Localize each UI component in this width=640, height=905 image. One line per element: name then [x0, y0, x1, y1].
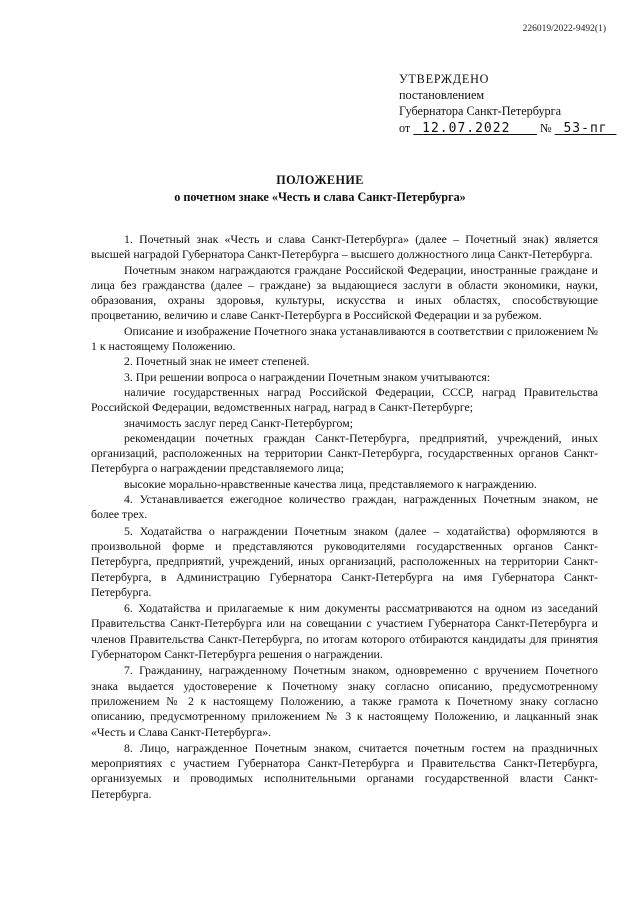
- paragraph-9: высокие морально-нравственные качества лица, представляемого к награждению.: [124, 476, 537, 491]
- paragraph-11: 5. Ходатайства о награждении Почетным знаком (далее – ходатайства) оформляются в произвольной форме и представляются руководителями государственных органов Санкт-Петербурга, предприятий, учреждений, иных организаций, расположенных на территории Санкт-Петербурга, в Администрацию Губернатора Санкт-Петербурга на имя Губернатора Санкт-Петербурга.: [91, 523, 598, 599]
- approval-date-line: [399, 120, 616, 137]
- approval-title: УТВЕРЖДЕНО: [399, 72, 490, 86]
- paragraph-6: наличие государственных наград Российской Федерации, СССР, наград Правительства Российской Федерации, ведомственных наград, наград в Санкт-Петербурге;: [91, 384, 598, 415]
- approval-line-1: постановлением: [399, 88, 485, 103]
- document-subtitle: о почетном знаке «Честь и слава Санкт-Петербурга»: [174, 189, 466, 204]
- paragraph-8: рекомендации почетных граждан Санкт-Петербурга, предприятий, учреждений, иных организаций, расположенных на территории Санкт-Петербурга, государственных органов Санкт-Петербурга о награждении представляемого лица;: [91, 430, 598, 476]
- paragraph-14: 8. Лицо, награжденное Почетным знаком, считается почетным гостем на праздничных мероприятиях с участием Губернатора Санкт-Петербурга и Правительства Санкт-Петербурга, организуемых и проводимых исполнительными органами государственной власти Санкт-Петербурга.: [91, 740, 598, 801]
- number-prefix: №: [539, 120, 552, 135]
- approval-date: 12.07.2022: [422, 120, 511, 136]
- paragraph-7: значимость заслуг перед Санкт-Петербургом;: [124, 415, 353, 430]
- document-registration-number: 226019/2022-9492(1): [522, 24, 606, 34]
- paragraph-10: 4. Устанавливается ежегодное количество граждан, награжденных Почетным знаком, не более трех.: [91, 492, 598, 522]
- paragraph-1: 1. Почетный знак «Честь и слава Санкт-Петербурга» (далее – Почетный знак) является высшей наградой Губернатора Санкт-Петербурга – высшего должностного лица Санкт-Петербурга.: [91, 232, 598, 262]
- approval-line-2: Губернатора Санкт-Петербурга: [399, 104, 562, 119]
- paragraph-5: 3. При решении вопроса о награждении Почетным знаком учитываются:: [124, 369, 491, 384]
- approval-number: 53-пг: [563, 120, 608, 136]
- paragraph-12: 6. Ходатайства и прилагаемые к ним документы рассматриваются на одном из заседаний Правительства Санкт-Петербурга или на совещании с участием Губернатора Санкт-Петербурга и членов Правительства Санкт-Петербурга, по итогам которого отбираются кандидаты для принятия Губернатором Санкт-Петербурга решения о награждении.: [91, 601, 598, 662]
- paragraph-3: Описание и изображение Почетного знака устанавливаются в соответствии с приложением № 1 к настоящему Положению.: [91, 323, 598, 354]
- document-title: ПОЛОЖЕНИЕ: [276, 173, 364, 187]
- document-body: [91, 232, 598, 802]
- approval-block: [399, 71, 616, 137]
- paragraph-2: Почетным знаком награждаются граждане Российской Федерации, иностранные граждане и лица без гражданства (далее – граждане) за выдающиеся заслуги в области экономики, науки, образования, охраны здоровья, культуры, искусства и иных областях, способствующие процветанию, величию и славе Санкт-Петербурга в Российской Федерации и за рубежом.: [91, 262, 598, 323]
- paragraph-13: 7. Гражданину, награжденному Почетным знаком, одновременно с вручением Почетного знака выдается удостоверение к Почетному знаку согласно описанию, предусмотренному приложением № 2 к настоящему Положению, а также грамота к Почетному знаку согласно описанию, предусмотренному приложением № 3 к настоящему Положению, и лацканный знак «Честь и Слава Санкт-Петербурга».: [91, 663, 598, 739]
- date-prefix: от: [399, 120, 411, 135]
- paragraph-4: 2. Почетный знак не имеет степеней.: [124, 354, 310, 369]
- document-heading: [0, 172, 640, 205]
